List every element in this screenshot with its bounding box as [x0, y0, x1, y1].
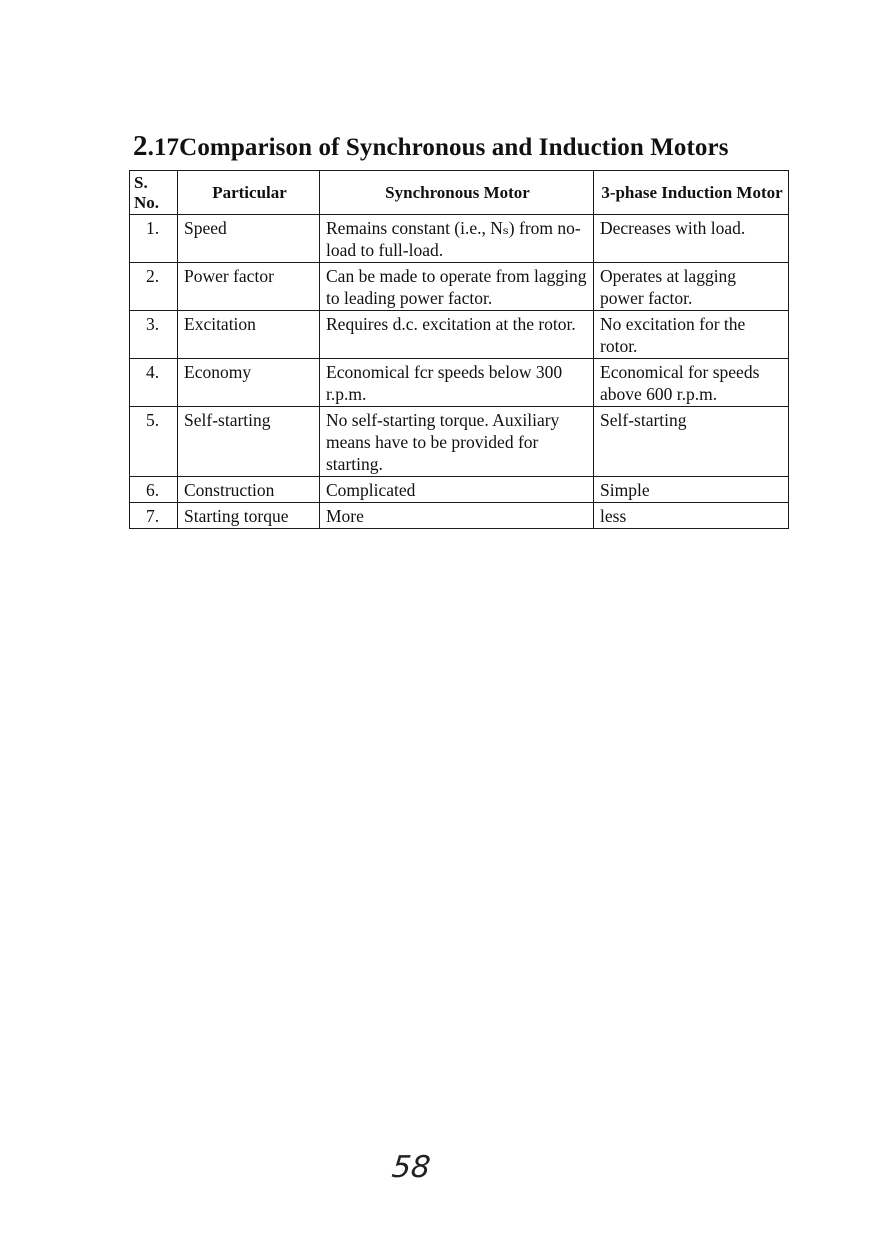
row-synchronous: Complicated [320, 477, 594, 503]
row-induction: Operates at lagging power factor. [594, 263, 789, 311]
section-title: .17Comparison of Synchronous and Induction Motors [147, 134, 729, 161]
row-sno: 3. [130, 311, 178, 359]
row-induction: No excitation for the rotor. [594, 311, 789, 359]
row-synchronous: Can be made to operate from lagging to leading power factor. [320, 263, 594, 311]
row-particular: Power factor [178, 263, 320, 311]
row-synchronous: Remains constant (i.e., Nₛ) from no-load to full-load. [320, 215, 594, 263]
row-induction: Economical for speeds above 600 r.p.m. [594, 359, 789, 407]
header-induction: 3-phase Induction Motor [594, 171, 789, 215]
row-induction: Self-starting [594, 407, 789, 477]
table-row [130, 407, 789, 477]
page-number: 58 [390, 1150, 433, 1185]
table-row [130, 477, 789, 503]
row-particular: Starting torque [178, 503, 320, 529]
row-synchronous: More [320, 503, 594, 529]
row-particular: Economy [178, 359, 320, 407]
row-sno: 4. [130, 359, 178, 407]
table-row [130, 263, 789, 311]
table-row [130, 359, 789, 407]
row-sno: 2. [130, 263, 178, 311]
row-sno: 7. [130, 503, 178, 529]
row-sno: 1. [130, 215, 178, 263]
row-synchronous: Requires d.c. excitation at the rotor. [320, 311, 594, 359]
row-synchronous: No self-starting torque. Auxiliary means have to be provided for starting. [320, 407, 594, 477]
row-sno: 6. [130, 477, 178, 503]
header-synchronous: Synchronous Motor [320, 171, 594, 215]
row-induction: Simple [594, 477, 789, 503]
row-particular: Self-starting [178, 407, 320, 477]
row-particular: Excitation [178, 311, 320, 359]
row-synchronous: Economical fcr speeds below 300 r.p.m. [320, 359, 594, 407]
header-sno: S. No. [130, 171, 178, 215]
table-row [130, 215, 789, 263]
comparison-table [129, 170, 789, 529]
section-heading [133, 130, 729, 163]
row-induction: less [594, 503, 789, 529]
row-particular: Construction [178, 477, 320, 503]
section-number: 2 [133, 130, 148, 162]
row-induction: Decreases with load. [594, 215, 789, 263]
row-particular: Speed [178, 215, 320, 263]
table-row [130, 503, 789, 529]
table-row [130, 311, 789, 359]
table-header-row [130, 171, 789, 215]
row-sno: 5. [130, 407, 178, 477]
header-particular: Particular [178, 171, 320, 215]
